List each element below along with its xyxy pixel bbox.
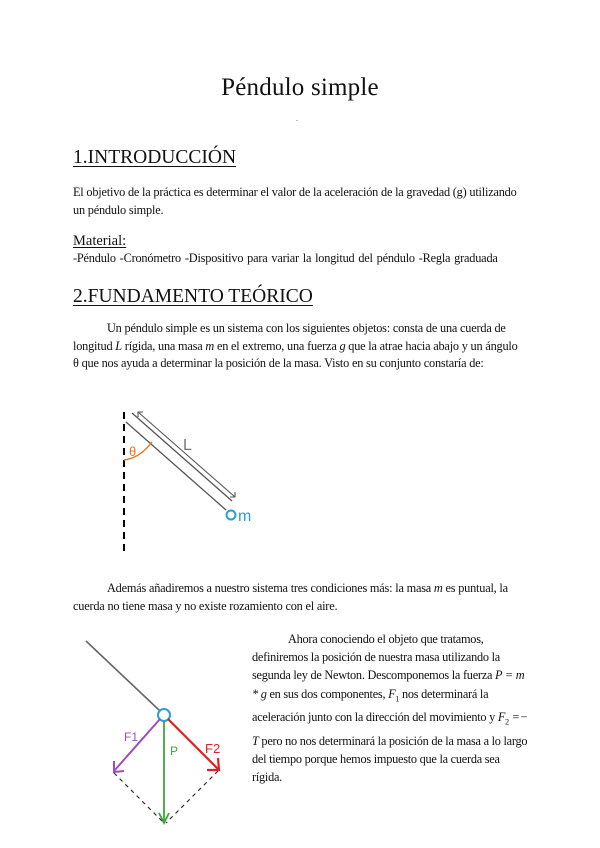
pendulum-string: [86, 641, 160, 711]
p-label: P: [170, 744, 179, 758]
material-label: Material:: [73, 233, 127, 249]
section-heading-introduccion: 1.INTRODUCCIÓN: [73, 147, 237, 168]
conditions-paragraph: Además añadiremos a nuestro sistema tres condiciones más: la masa m es puntual, la cuerda no tiene masa y no existe rozamiento con el aire.: [73, 581, 508, 613]
f2-label: F2: [205, 741, 221, 756]
newton-paragraph: Ahora conociendo el objeto que tratamos, definiremos la posición de nuestra masa utilizando la segunda ley de Newton. Descomponemos la fuerza P = m * g en sus dos componentes, $F_1$ nos determinará la aceleración junto con la dirección del movimiento y $F_2 =- T$ pero no nos determinará la posición de la masa a lo largo del tiempo porque hemos impuesto que la cuerda sea rígida.: [252, 632, 528, 785]
title-dot: .: [296, 114, 298, 123]
length-label: L: [183, 437, 192, 454]
f1-vector: [114, 719, 160, 771]
parallelogram-left: [114, 773, 164, 823]
pendulum-string: [126, 422, 226, 510]
section-heading-fundamento: 2.FUNDAMENTO TEÓRICO: [73, 286, 313, 307]
length-arrow: [138, 412, 235, 497]
material-list: -Péndulo -Cronómetro -Dispositivo para variar la longitud del péndulo -Regla graduada: [73, 251, 498, 265]
fundamento-paragraph: Un péndulo simple es un sistema con los siguientes objetos: consta de una cuerda de longitud L rígida, una masa m en el extremo, una fuerza g que la atrae hacia abajo y un ángulo θ que nos ayuda a determinar la posición de la masa. Visto en su conjunto constaría de:: [73, 321, 518, 370]
angle-label: θ: [129, 444, 137, 459]
parallelogram-right: [166, 771, 218, 823]
force-diagram: [80, 635, 240, 835]
page-title: Péndulo simple: [221, 74, 379, 101]
mass-circle: [227, 511, 236, 520]
pendulum-string-edge: [132, 413, 232, 501]
intro-paragraph: El objetivo de la práctica es determinar el valor de la aceleración de la gravedad (g) utilizando un péndulo simple.: [73, 185, 517, 217]
f1-label: F1: [124, 730, 139, 744]
pendulum-diagram: [100, 400, 280, 560]
mass-label: m: [238, 508, 252, 525]
